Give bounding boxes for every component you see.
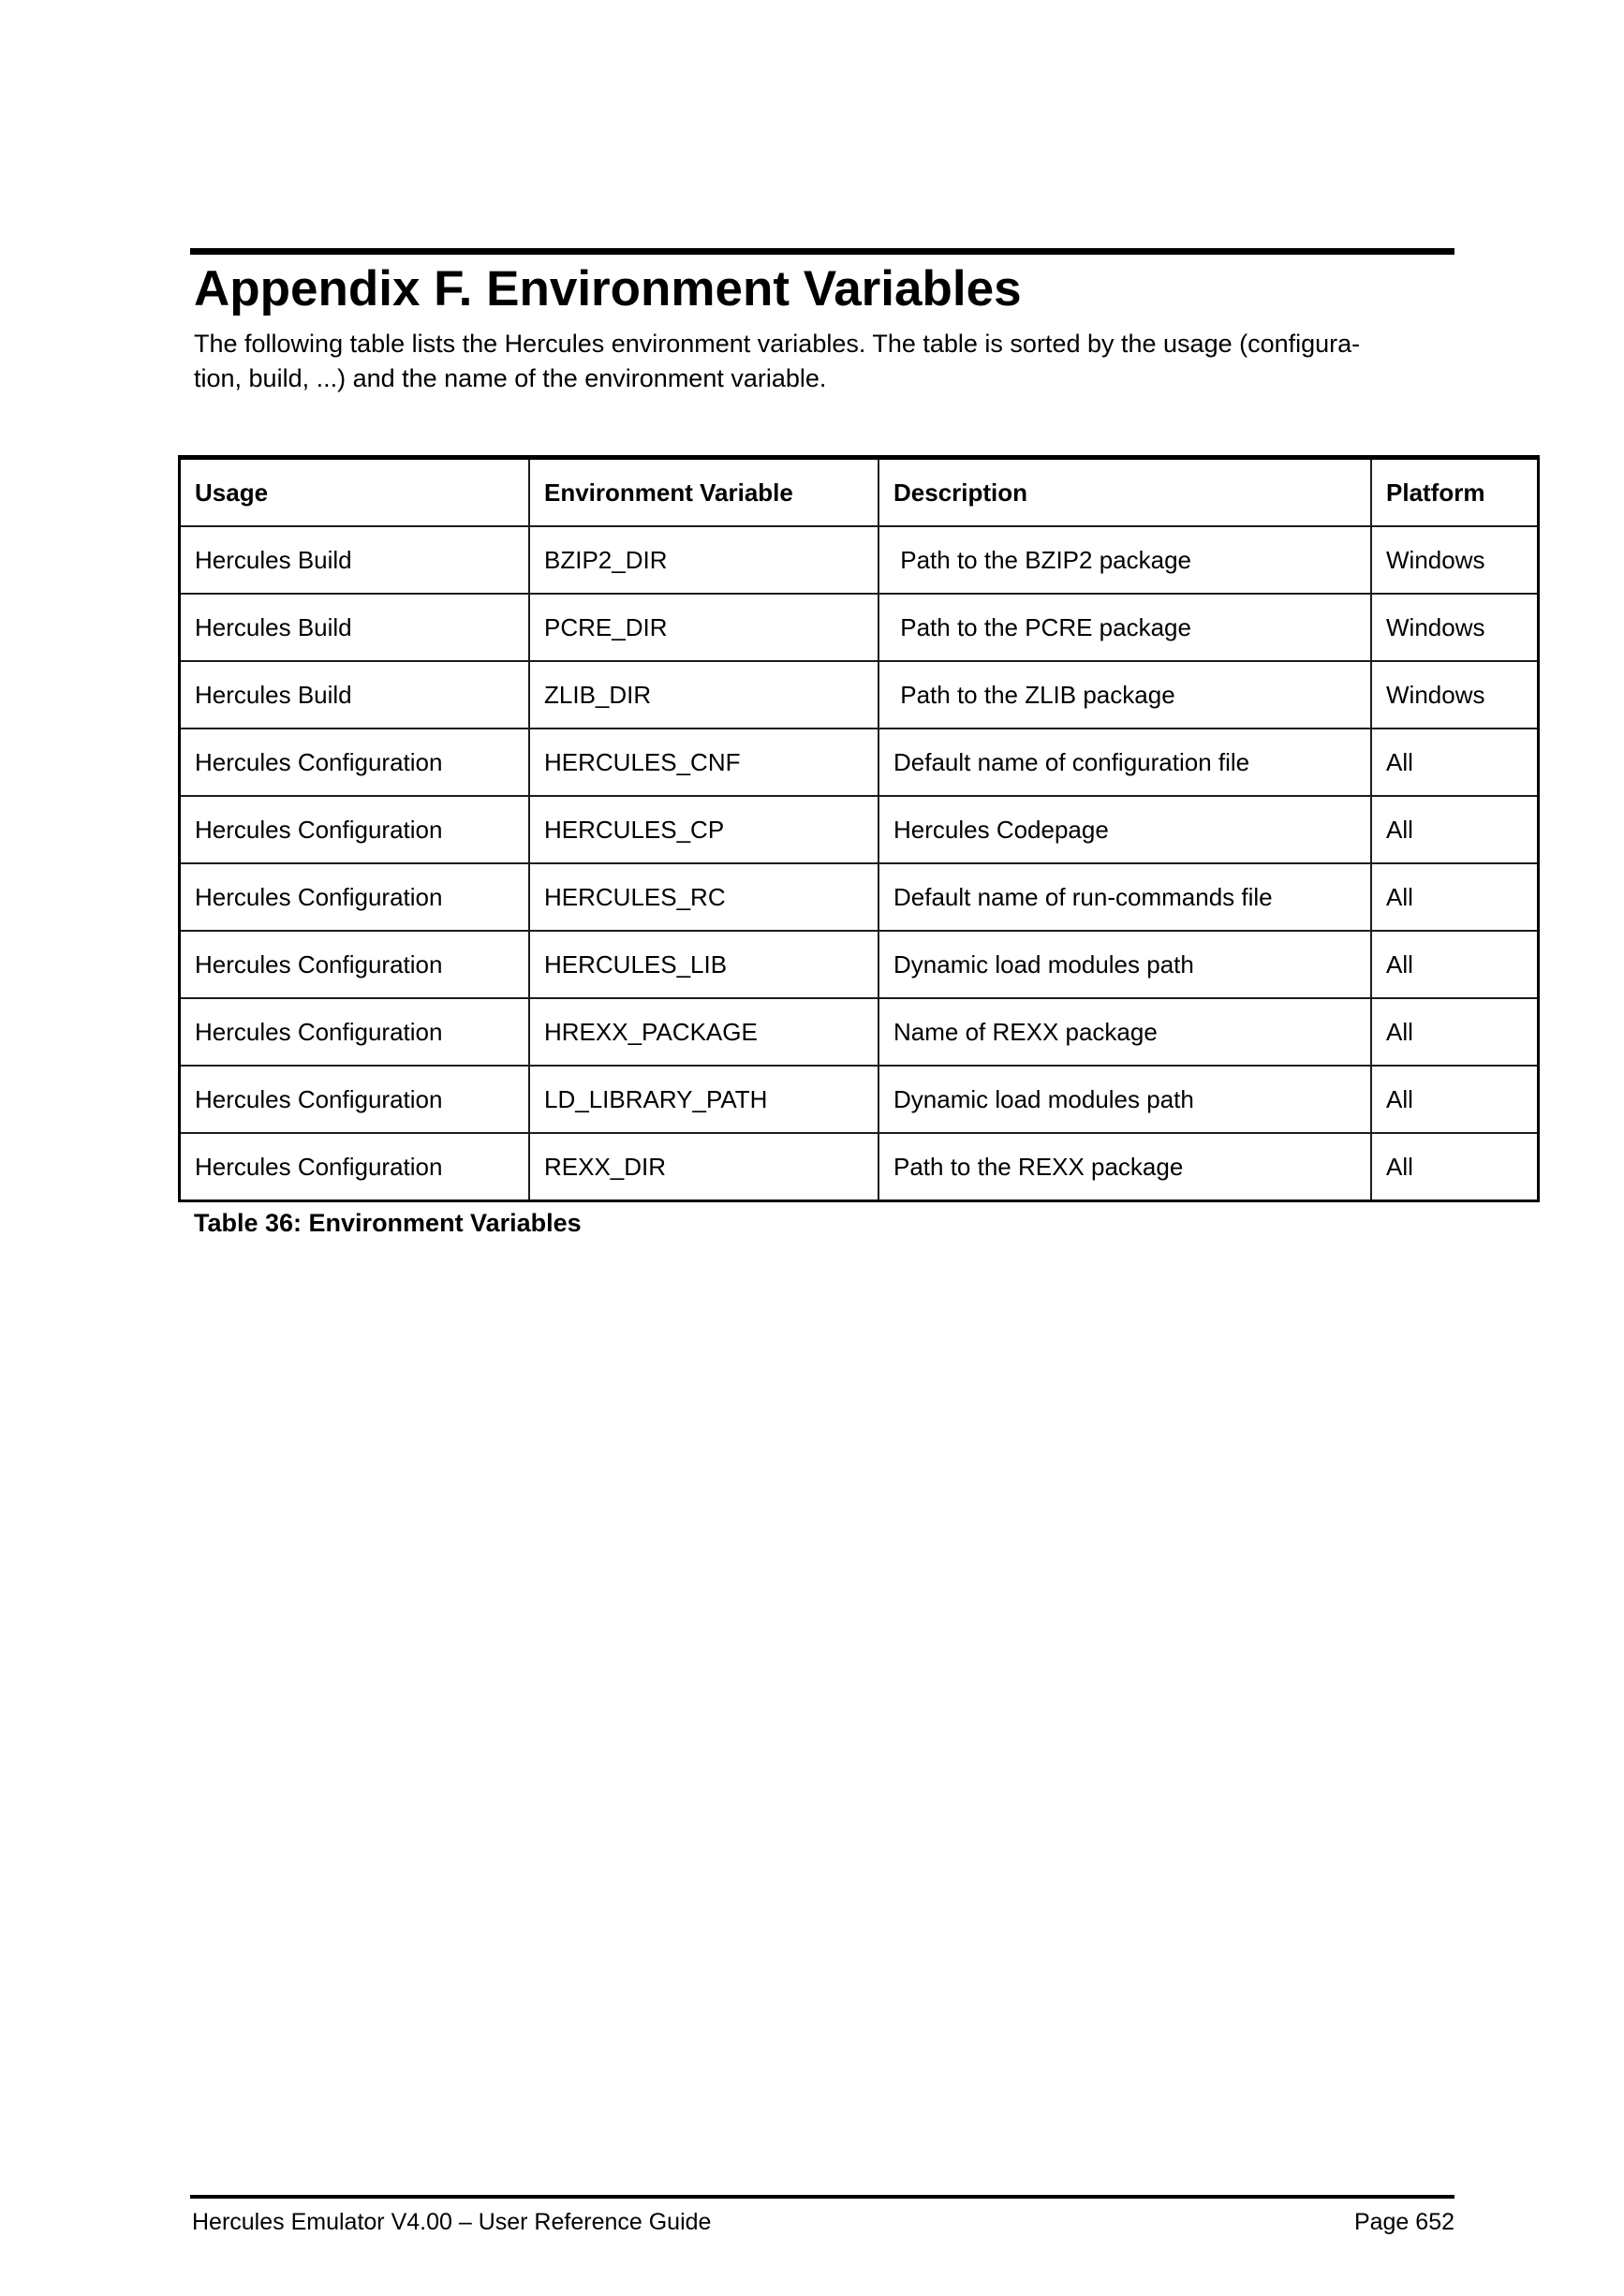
table-cell: Hercules Configuration bbox=[180, 998, 530, 1066]
table-cell: Default name of run-commands file bbox=[878, 863, 1371, 931]
table-cell: HERCULES_CNF bbox=[529, 729, 878, 796]
table-cell: Hercules Configuration bbox=[180, 1133, 530, 1201]
column-header: Description bbox=[878, 458, 1371, 527]
environment-variables-table-wrap bbox=[178, 455, 1540, 1202]
table-row bbox=[180, 863, 1539, 931]
table-cell: Path to the BZIP2 package bbox=[878, 526, 1371, 594]
table-cell: Dynamic load modules path bbox=[878, 931, 1371, 998]
table-cell: LD_LIBRARY_PATH bbox=[529, 1066, 878, 1133]
table-row bbox=[180, 729, 1539, 796]
table-cell: Dynamic load modules path bbox=[878, 1066, 1371, 1133]
table-cell: Hercules Configuration bbox=[180, 729, 530, 796]
page-title: Appendix F. Environment Variables bbox=[194, 261, 1022, 316]
table-row bbox=[180, 931, 1539, 998]
table-row bbox=[180, 526, 1539, 594]
table-cell: Hercules Configuration bbox=[180, 931, 530, 998]
title-rule bbox=[190, 248, 1454, 255]
table-cell: All bbox=[1371, 729, 1539, 796]
column-header: Usage bbox=[180, 458, 530, 527]
table-cell: All bbox=[1371, 998, 1539, 1066]
table-cell: HREXX_PACKAGE bbox=[529, 998, 878, 1066]
table-cell: All bbox=[1371, 931, 1539, 998]
table-cell: PCRE_DIR bbox=[529, 594, 878, 661]
table-row bbox=[180, 998, 1539, 1066]
intro-paragraph bbox=[194, 327, 1468, 396]
table-cell: All bbox=[1371, 1133, 1539, 1201]
table-caption: Table 36: Environment Variables bbox=[194, 1209, 582, 1237]
table-row bbox=[180, 1066, 1539, 1133]
footer-document-title: Hercules Emulator V4.00 – User Reference Guide bbox=[192, 2209, 712, 2235]
intro-line-2: tion, build, ...) and the name of the environment variable. bbox=[194, 364, 827, 392]
column-header: Environment Variable bbox=[529, 458, 878, 527]
table-row bbox=[180, 1133, 1539, 1201]
table-header-row bbox=[180, 458, 1539, 527]
table-cell: Hercules Configuration bbox=[180, 1066, 530, 1133]
page-footer bbox=[192, 2208, 1454, 2236]
table-cell: BZIP2_DIR bbox=[529, 526, 878, 594]
table-row bbox=[180, 594, 1539, 661]
table-cell: Hercules Build bbox=[180, 526, 530, 594]
table-cell: HERCULES_LIB bbox=[529, 931, 878, 998]
footer-rule bbox=[190, 2195, 1454, 2199]
table-cell: Hercules Codepage bbox=[878, 796, 1371, 863]
environment-variables-table bbox=[178, 455, 1540, 1202]
table-cell: HERCULES_RC bbox=[529, 863, 878, 931]
table-row bbox=[180, 661, 1539, 729]
table-cell: Windows bbox=[1371, 526, 1539, 594]
table-cell: All bbox=[1371, 863, 1539, 931]
table-cell: Windows bbox=[1371, 594, 1539, 661]
table-cell: Default name of configuration file bbox=[878, 729, 1371, 796]
table-cell: Path to the PCRE package bbox=[878, 594, 1371, 661]
column-header: Platform bbox=[1371, 458, 1539, 527]
table-cell: Windows bbox=[1371, 661, 1539, 729]
table-cell: Hercules Build bbox=[180, 594, 530, 661]
intro-line-1: The following table lists the Hercules environment variables. The table is sorted by the usage (configura- bbox=[194, 330, 1361, 358]
table-cell: Hercules Build bbox=[180, 661, 530, 729]
footer-page-number: Page 652 bbox=[1353, 2209, 1454, 2235]
table-cell: All bbox=[1371, 1066, 1539, 1133]
table-cell: HERCULES_CP bbox=[529, 796, 878, 863]
table-cell: Name of REXX package bbox=[878, 998, 1371, 1066]
table-cell: All bbox=[1371, 796, 1539, 863]
table-cell: Path to the REXX package bbox=[878, 1133, 1371, 1201]
table-row bbox=[180, 796, 1539, 863]
table-cell: Hercules Configuration bbox=[180, 863, 530, 931]
table-cell: Hercules Configuration bbox=[180, 796, 530, 863]
table-cell: Path to the ZLIB package bbox=[878, 661, 1371, 729]
table-cell: ZLIB_DIR bbox=[529, 661, 878, 729]
table-cell: REXX_DIR bbox=[529, 1133, 878, 1201]
